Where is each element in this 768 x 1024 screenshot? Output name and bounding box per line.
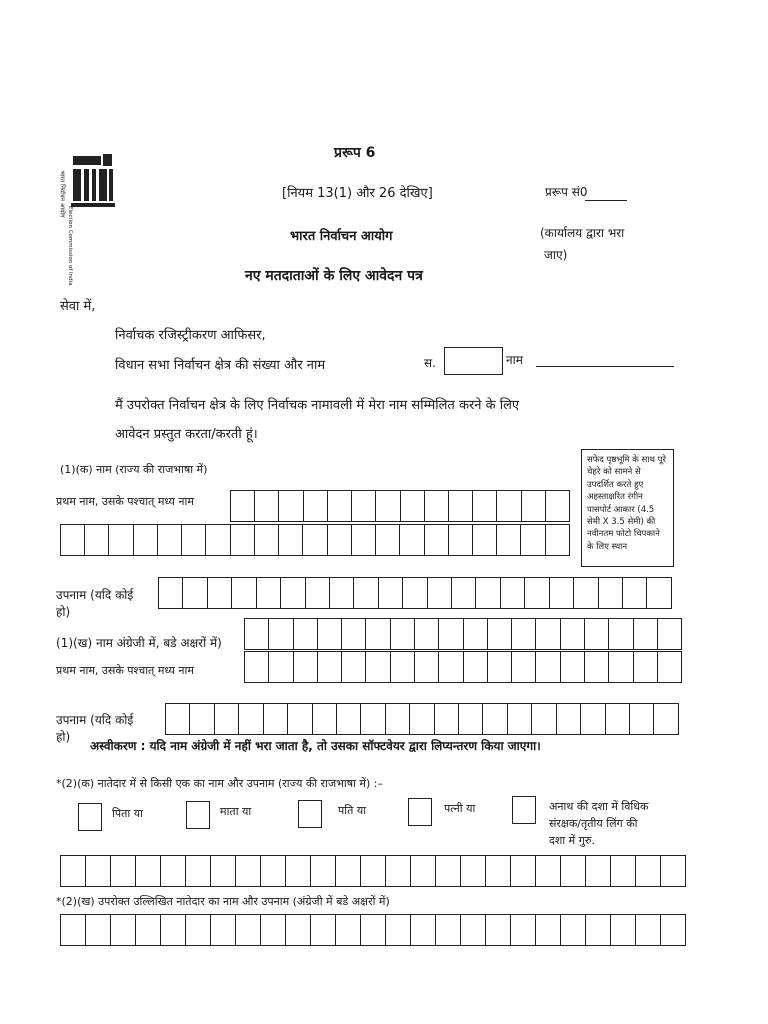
name-local-row1-boxes[interactable] bbox=[230, 490, 570, 522]
father-option-label: पिता या bbox=[112, 807, 143, 820]
disclaimer-text: अस्वीकरण : यदि नाम अंग्रेजी में नहीं भरा जाता है, तो उसका सॉफ्टवेयर द्वारा लिप्यन्तरण किया जाएगा। bbox=[90, 739, 541, 753]
salutation: सेवा में, bbox=[60, 299, 96, 314]
mother-option-label: माता या bbox=[220, 805, 252, 818]
application-title: नए मतदाताओं के लिए आवेदन पत्र bbox=[245, 268, 423, 284]
photo-placeholder-box[interactable]: सफेद पृष्ठभूमि के साथ पूरे चेहरे को सामने से उपदर्शित करते हुए अहस्ताक्षरित रंगीन पासपोर्ट आकार (4.5 सेमी X 3.5 सेमी) की नवीनतम फोटो चिपकाने के लिए स्थान bbox=[581, 449, 674, 567]
section-1b-surname-label2: हो) bbox=[56, 730, 71, 744]
request-line1: मैं उपरोक्त निर्वाचन क्षेत्र के लिए निर्वाचक नामावली में मेरा नाम सम्मिलित करने के लिए bbox=[115, 398, 520, 413]
surname-local-boxes[interactable] bbox=[158, 577, 672, 609]
guardian-option-line3: दशा में गुरु. bbox=[549, 834, 596, 847]
name-local-row2-boxes[interactable] bbox=[60, 524, 570, 556]
office-note-line1: (कार्यालय द्वारा भरा bbox=[540, 226, 625, 240]
guardian-option-line1: अनाथ की दशा में विधिक bbox=[549, 800, 649, 813]
logo-text-english: Election Commission of India bbox=[67, 206, 73, 286]
guardian-checkbox[interactable] bbox=[512, 796, 536, 824]
rule-reference: [नियम 13(1) और 26 देखिए] bbox=[282, 186, 433, 201]
constituency-name-input[interactable] bbox=[536, 366, 674, 367]
constituency-number-input[interactable] bbox=[444, 347, 503, 375]
form-number-field[interactable] bbox=[585, 200, 627, 201]
section-2a-label: *(2)(क) नातेदार में से किसी एक का नाम और उपनाम (राज्य की राजभाषा में) :– bbox=[56, 777, 383, 790]
surname-english-boxes[interactable] bbox=[165, 703, 679, 735]
form-number-label: प्ररूप सं0 bbox=[545, 185, 588, 199]
relative-name-english-boxes[interactable] bbox=[60, 914, 686, 946]
section-1a-label: (1)(क) नाम (राज्य की राजभाषा में) bbox=[60, 463, 208, 476]
officer-title: निर्वाचक रजिस्ट्रीकरण आफिसर, bbox=[115, 328, 266, 343]
name-english-row1-boxes[interactable] bbox=[244, 618, 682, 650]
section-2b-label: *(2)(ख) उपरोक्त उल्लिखित नातेदार का नाम और उपनाम (अंग्रेजी में बडे अक्षरों में) bbox=[56, 895, 390, 908]
name-english-row2-boxes[interactable] bbox=[244, 651, 682, 683]
guardian-option-line2: संरक्षक/तृतीय लिंग की bbox=[549, 817, 638, 830]
section-1a-surname-label1: उपनाम (यदि कोई bbox=[56, 588, 134, 602]
form-title: प्ररूप 6 bbox=[334, 145, 376, 161]
section-1b-label: (1)(ख) नाम अंग्रेजी में, बडे अक्षरों में) bbox=[56, 636, 222, 650]
office-note-line2: जाए) bbox=[544, 248, 568, 262]
section-1a-first-name-label: प्रथम नाम, उसके पश्चात् मध्य नाम bbox=[56, 495, 194, 508]
wife-option-label: पत्नी या bbox=[444, 802, 476, 815]
section-1b-first-name-label: प्रथम नाम, उसके पश्चात् मध्य नाम bbox=[56, 664, 194, 677]
commission-name: भारत निर्वाचन आयोग bbox=[290, 229, 393, 244]
constituency-no-label: स. bbox=[424, 356, 436, 370]
constituency-name-label: नाम bbox=[506, 353, 523, 367]
mother-checkbox[interactable] bbox=[186, 801, 210, 829]
logo-text-hindi: भारत निर्वाचन आयोग bbox=[58, 170, 66, 218]
wife-checkbox[interactable] bbox=[408, 798, 432, 826]
relative-name-local-boxes[interactable] bbox=[60, 855, 686, 887]
section-1a-surname-label2: हो) bbox=[56, 605, 71, 619]
request-line2: आवेदन प्रस्तुत करता/करती हूं। bbox=[115, 427, 258, 442]
husband-option-label: पति या bbox=[338, 804, 367, 817]
husband-checkbox[interactable] bbox=[298, 800, 322, 828]
section-1b-surname-label1: उपनाम (यदि कोई bbox=[56, 713, 134, 727]
father-checkbox[interactable] bbox=[78, 803, 102, 831]
eci-logo-icon bbox=[55, 148, 121, 286]
constituency-label: विधान सभा निर्वाचन क्षेत्र की संख्या और नाम bbox=[115, 358, 326, 373]
